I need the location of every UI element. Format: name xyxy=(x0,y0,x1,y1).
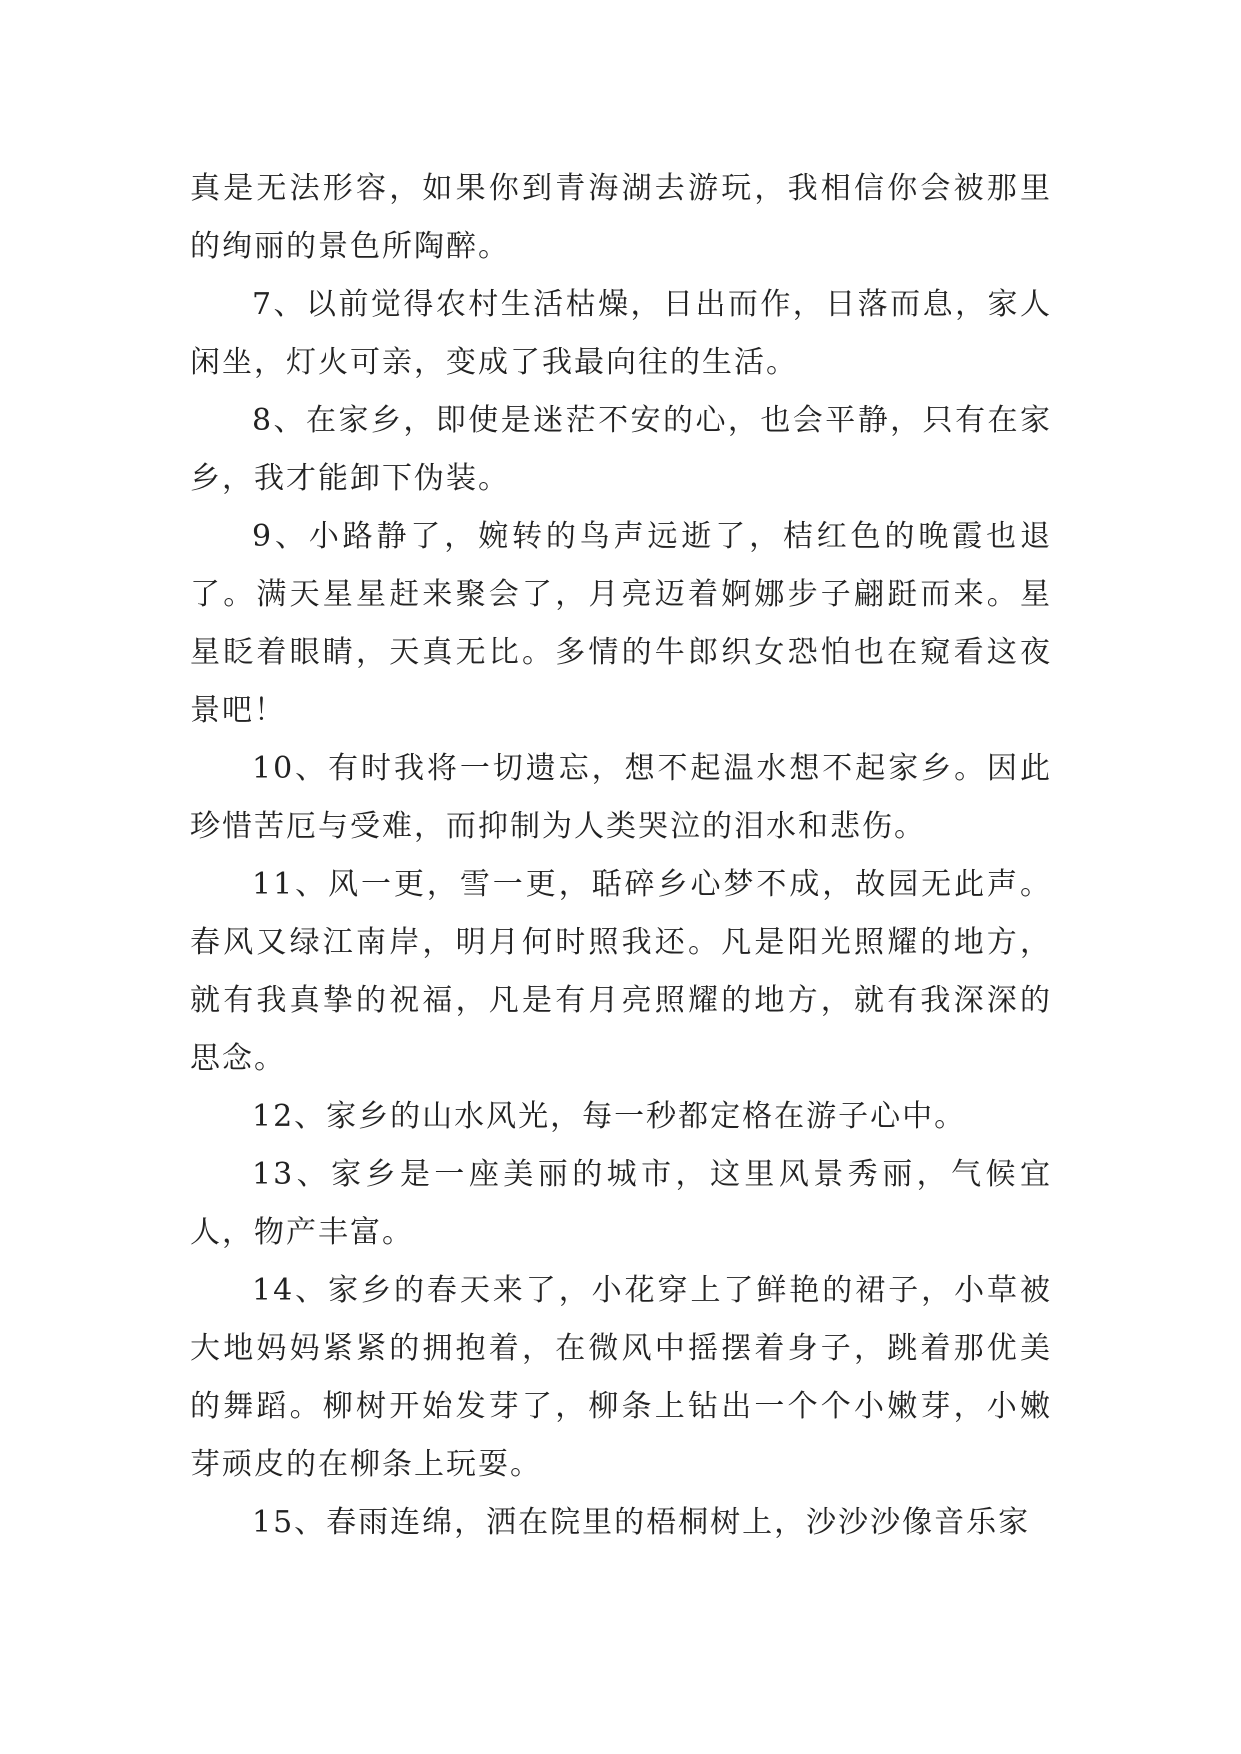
paragraph-2: 7、以前觉得农村生活枯燥，日出而作，日落而息，家人闲坐，灯火可亲，变成了我最向往的生活。 xyxy=(190,287,1052,380)
paragraph-3: 8、在家乡，即使是迷茫不安的心，也会平静，只有在家乡，我才能卸下伪装。 xyxy=(190,403,1052,496)
paragraph-9: 14、家乡的春天来了，小花穿上了鲜艳的裙子，小草被大地妈妈紧紧的拥抱着，在微风中摇摆着身子，跳着那优美的舞蹈。柳树开始发芽了，柳条上钻出一个个小嫩芽，小嫩芽顽皮的在柳条上玩耍。 xyxy=(190,1273,1052,1482)
paragraph-7: 12、家乡的山水风光，每一秒都定格在游子心中。 xyxy=(252,1099,967,1134)
paragraph-10: 15、春雨连绵，洒在院里的梧桐树上，沙沙沙像音乐家 xyxy=(252,1505,1031,1540)
document-body xyxy=(190,160,1052,1552)
paragraph-6: 11、风一更，雪一更，聒碎乡心梦不成，故园无此声。春风又绿江南岸，明月何时照我还。凡是阳光照耀的地方，就有我真挚的祝福，凡是有月亮照耀的地方，就有我深深的思念。 xyxy=(190,867,1052,1076)
paragraph-5: 10、有时我将一切遗忘，想不起温水想不起家乡。因此珍惜苦厄与受难，而抑制为人类哭泣的泪水和悲伤。 xyxy=(190,751,1052,844)
paragraph-1: 真是无法形容，如果你到青海湖去游玩，我相信你会被那里的绚丽的景色所陶醉。 xyxy=(190,171,1052,264)
paragraph-8: 13、家乡是一座美丽的城市，这里风景秀丽，气候宜人，物产丰富。 xyxy=(190,1157,1052,1250)
paragraph-4: 9、小路静了，婉转的鸟声远逝了，桔红色的晚霞也退了。满天星星赶来聚会了，月亮迈着婀娜步子翩跹而来。星星眨着眼睛，天真无比。多情的牛郎织女恐怕也在窥看这夜景吧！ xyxy=(190,519,1052,728)
